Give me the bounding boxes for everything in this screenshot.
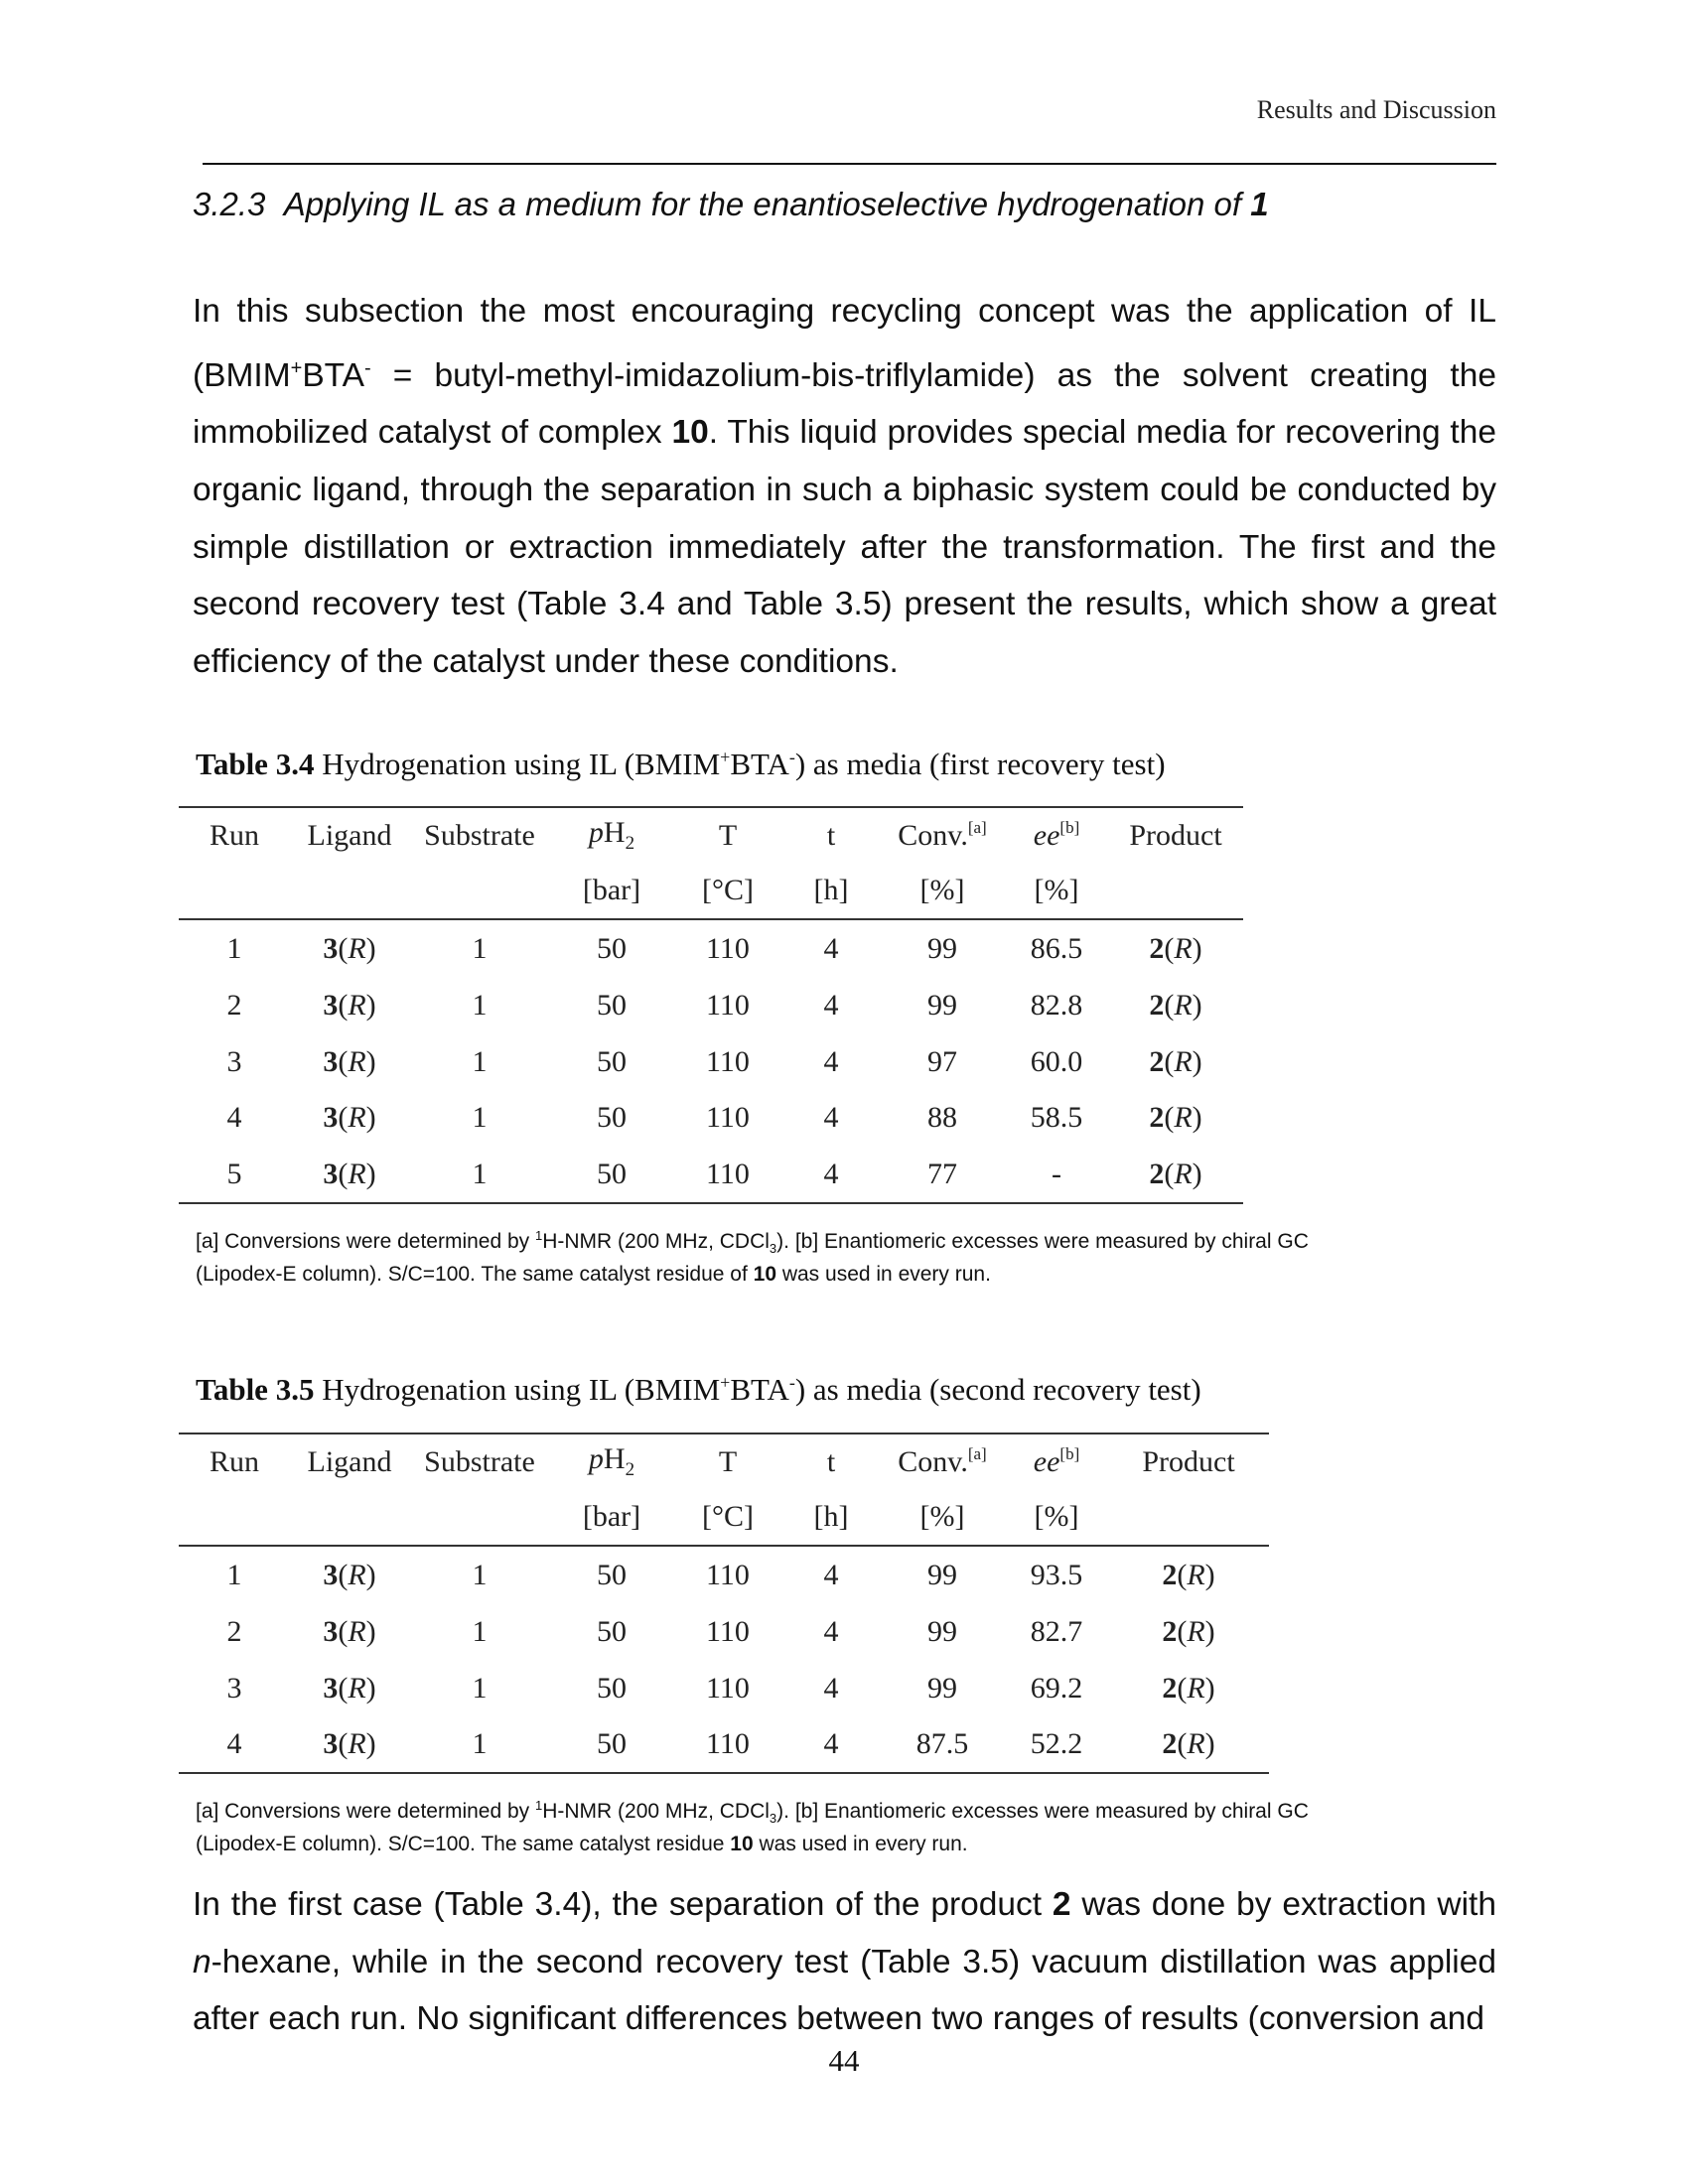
caption-sup: + xyxy=(720,1372,731,1393)
unit-conversion: [%] xyxy=(880,863,1005,919)
section-heading xyxy=(193,186,1503,223)
unit-ph2: [bar] xyxy=(550,1489,673,1546)
col-ee: ee[b] xyxy=(1005,807,1108,863)
intro-sup: - xyxy=(363,356,371,379)
col-run: Run xyxy=(179,1433,290,1489)
table-unit-row xyxy=(179,863,1243,919)
caption-text: Hydrogenation using IL (BMIM xyxy=(314,747,721,781)
col-ee: ee[b] xyxy=(1005,1433,1108,1489)
closing-text: -hexane, while in the second recovery test (Table 3.5) vacuum distillation was applied after each run. No significant differences between two ranges of results (conversion and xyxy=(193,1943,1496,2038)
unit-ph2: [bar] xyxy=(550,863,673,919)
col-ph2: $pH_2$ xyxy=(550,1433,673,1489)
table-row: 4 3(R) 1 50 110 4 87.5 52.2 2(R) xyxy=(179,1716,1269,1773)
col-substrate: Substrate xyxy=(409,1433,550,1489)
unit-ee: [%] xyxy=(1005,863,1108,919)
closing-paragraph xyxy=(193,1876,1496,2048)
intro-text: BTA xyxy=(302,356,364,394)
table-row: 3 3(R) 1 50 110 4 99 69.2 2(R) xyxy=(226,1671,1215,1705)
table34 xyxy=(179,806,1243,1204)
table-row: 1 3(R) 1 50 110 4 99 86.5 2(R) xyxy=(226,932,1202,965)
section-title: Applying IL as a medium for the enantioselective hydrogenation of xyxy=(283,186,1242,222)
unit-temperature: [°C] xyxy=(673,863,782,919)
caption-text: ) as media (first recovery test) xyxy=(794,747,1166,781)
table35-label: Table 3.5 xyxy=(196,1372,315,1407)
caption-text: Hydrogenation using IL (BMIM xyxy=(314,1372,721,1407)
col-time: t xyxy=(782,807,880,863)
col-time: t xyxy=(782,1433,880,1489)
caption-sup: + xyxy=(720,747,731,767)
col-temperature: T xyxy=(673,807,782,863)
table35-footnote: [a] Conversions were determined by $^1$H-NMR (200 MHz, CDCl$_3$). [b] Enantiomeric excesses were measured by chiral GC (Lipodex-E column). S/C=100. The same catalyst residue 10 was used in every run. xyxy=(196,1798,1309,1856)
caption-text: BTA xyxy=(730,747,789,781)
header-rule xyxy=(203,163,1496,165)
table-header-row xyxy=(179,1433,1269,1489)
table-header-row xyxy=(179,807,1243,863)
table34-label: Table 3.4 xyxy=(196,747,315,781)
unit-temperature: [°C] xyxy=(673,1489,782,1546)
caption-text: BTA xyxy=(730,1372,789,1407)
section-compound: 1 xyxy=(1250,186,1269,222)
unit-conversion: [%] xyxy=(880,1489,1005,1546)
unit-time: [h] xyxy=(782,1489,880,1546)
table-row: 1 3(R) 1 50 110 4 99 93.5 2(R) xyxy=(226,1559,1215,1591)
col-run: Run xyxy=(179,807,290,863)
col-ligand: Ligand xyxy=(290,807,409,863)
table-row: 3 3(R) 1 50 110 4 97 60.0 2(R) xyxy=(226,1044,1202,1078)
col-temperature: T xyxy=(673,1433,782,1489)
table-row: 4 3(R) 1 50 110 4 88 58.5 2(R) xyxy=(226,1101,1202,1135)
table34-footnote: [a] Conversions were determined by $^1$H-NMR (200 MHz, CDCl$_3$). [b] Enantiomeric excesses were measured by chiral GC (Lipodex-E column). S/C=100. The same catalyst residue of 10 was used in every run. xyxy=(196,1228,1309,1287)
caption-sup: - xyxy=(788,747,795,767)
table34-caption xyxy=(196,747,1166,782)
closing-text: was done by extraction with xyxy=(1070,1886,1496,1923)
caption-text: ) as media (second recovery test) xyxy=(794,1372,1201,1407)
unit-ee: [%] xyxy=(1005,1489,1108,1546)
table-unit-row xyxy=(179,1489,1269,1546)
col-ph2: $pH_2$ xyxy=(550,807,673,863)
intro-paragraph xyxy=(193,283,1496,690)
table-row: 5 3(R) 1 50 110 4 77 - 2(R) xyxy=(179,1147,1243,1203)
intro-text: . This liquid provides special media for recovering the organic ligand, through the separation in such a biphasic system could be conducted by simple distillation or extraction immediately after the transformation. The first and the second recovery test (Table 3.4 and Table 3.5) present the results, which show a great efficiency of the catalyst under these conditions. xyxy=(193,414,1497,680)
unit-time: [h] xyxy=(782,863,880,919)
intro-complex-ref: 10 xyxy=(671,414,709,452)
table-row: 2 3(R) 1 50 110 4 99 82.8 2(R) xyxy=(226,989,1202,1023)
table35 xyxy=(179,1433,1269,1774)
col-conversion: Conv.[a] xyxy=(880,1433,1005,1489)
intro-sup: + xyxy=(290,356,303,379)
page-number: 44 xyxy=(828,2043,860,2078)
running-header: Results and Discussion xyxy=(1256,95,1496,124)
col-product: Product xyxy=(1108,807,1243,863)
col-ligand: Ligand xyxy=(290,1433,409,1489)
col-product: Product xyxy=(1108,1433,1269,1489)
caption-sup: - xyxy=(788,1372,795,1393)
col-conversion: Conv.[a] xyxy=(880,807,1005,863)
intro-text: In this subsection the most encouraging recycling concept was the application of IL (BMIM xyxy=(193,293,1496,394)
table-row: 2 3(R) 1 50 110 4 99 82.7 2(R) xyxy=(226,1615,1215,1649)
section-number: 3.2.3 xyxy=(193,186,266,222)
closing-text: In the first case (Table 3.4), the separation of the product xyxy=(193,1886,1053,1923)
intro-text: = butyl-methyl-imidazolium-bis-triflylamide) as the solvent creating the immobilized catalyst of complex xyxy=(193,356,1496,452)
table35-caption xyxy=(196,1372,1201,1408)
col-substrate: Substrate xyxy=(409,807,550,863)
closing-prefix: n xyxy=(193,1943,211,1980)
closing-product-ref: 2 xyxy=(1052,1886,1071,1923)
